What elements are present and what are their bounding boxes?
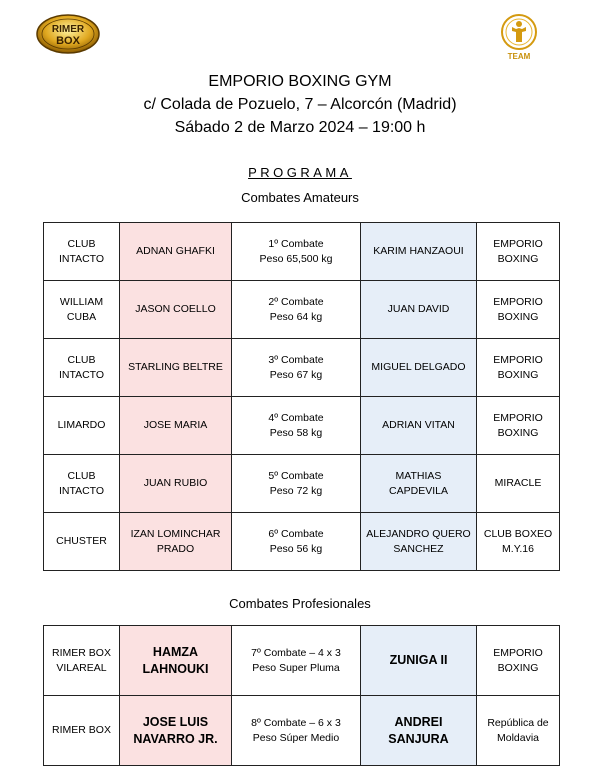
red-corner-club-line: INTACTO [58,368,105,381]
red-corner-club [44,223,120,281]
red-corner-fighter-line: NAVARRO JR. [133,731,218,746]
bout-info-line: 6º Combate [268,527,324,540]
fight-row [44,339,560,397]
red-corner-club [44,626,120,696]
red-corner-fighter [120,339,232,397]
blue-corner-club [477,339,560,397]
fight-row [44,696,560,766]
bout-info-line: 4º Combate [268,411,324,424]
bout-info-line: Peso 65,500 kg [259,252,333,265]
blue-corner-fighter [361,281,477,339]
professional-fights-table [43,625,560,766]
blue-corner-fighter [361,626,477,696]
red-corner-club [44,397,120,455]
blue-corner-fighter-line: JUAN DAVID [387,303,450,315]
red-corner-club-line: LIMARDO [57,419,106,431]
fight-row [44,397,560,455]
blue-corner-fighter-line: ZUNIGA II [389,653,448,667]
blue-corner-fighter [361,339,477,397]
team-logo [497,12,541,62]
bout-info-line: Peso 58 kg [269,426,323,439]
red-corner-club-line: INTACTO [58,252,105,265]
red-corner-fighter-line: STARLING BELTRE [128,361,223,373]
bout-info-line: 7º Combate – 4 x 3 [251,646,341,659]
red-corner-fighter [120,281,232,339]
red-corner-club [44,455,120,513]
blue-corner-club [477,397,560,455]
blue-corner-fighter-line: KARIM HANZAOUI [373,245,464,257]
blue-corner-club [477,223,560,281]
blue-corner-club [477,513,560,571]
fight-row [44,455,560,513]
bout-info [232,513,361,571]
amateurs-title: Combates Amateurs [241,190,359,205]
logo-right-text: TEAM [507,52,531,61]
bout-info-line: Peso 67 kg [269,368,323,381]
red-corner-club-line: WILLIAM [59,295,104,308]
blue-corner-fighter [361,397,477,455]
red-corner-club-line: CHUSTER [56,535,107,547]
bout-info [232,626,361,696]
blue-corner-fighter [361,455,477,513]
blue-corner-fighter-line: SANCHEZ [393,542,444,555]
event-date: Sábado 2 de Marzo 2024 – 19:00 h [174,119,426,136]
red-corner-club-line: RIMER BOX [52,646,111,659]
blue-corner-fighter [361,696,477,766]
bout-info-line: Peso Súper Medio [252,731,340,744]
bout-info [232,397,361,455]
red-corner-fighter [120,513,232,571]
red-corner-club-line: INTACTO [58,484,105,497]
bout-info-line: Peso 72 kg [269,484,323,497]
red-corner-club-line: CLUB [67,469,96,482]
red-corner-fighter-line: PRADO [156,542,195,555]
bout-info [232,339,361,397]
blue-corner-club-line: EMPORIO [493,646,543,659]
blue-corner-club-line: BOXING [497,426,539,439]
red-corner-fighter-line: JOSE MARIA [143,419,208,431]
blue-corner-club [477,696,560,766]
blue-corner-club-line: República de [487,716,549,729]
blue-corner-fighter-line: MIGUEL DELGADO [371,361,466,373]
red-corner-fighter [120,696,232,766]
blue-corner-fighter-line: ALEJANDRO QUERO [366,527,471,540]
red-corner-club-line: CLUB [67,237,96,250]
blue-corner-fighter-line: MATHIAS [395,469,442,482]
bout-info [232,696,361,766]
amateur-fights-table [43,222,560,571]
bout-info-line: Peso 56 kg [269,542,323,555]
blue-corner-fighter-line: SANJURA [388,731,449,746]
bout-info-line: 1º Combate [268,237,324,250]
red-corner-club [44,513,120,571]
red-corner-club-line: RIMER BOX [52,724,111,736]
blue-corner-club-line: BOXING [497,252,539,265]
bout-info-line: Peso 64 kg [269,310,323,323]
bout-info-line: 2º Combate [268,295,324,308]
blue-corner-club [477,281,560,339]
blue-corner-club-line: EMPORIO [493,237,543,250]
red-corner-club [44,696,120,766]
blue-corner-fighter-line: ANDREI [394,714,443,729]
blue-corner-club [477,455,560,513]
red-corner-club-line: VILAREAL [56,661,107,674]
professional-fights-body [44,626,560,766]
fight-row [44,626,560,696]
bout-info-line: 8º Combate – 6 x 3 [251,716,341,729]
blue-corner-club-line: M.Y.16 [502,542,534,555]
bout-info-line: 5º Combate [268,469,324,482]
gym-name: EMPORIO BOXING GYM [208,73,392,90]
red-corner-fighter-line: JOSE LUIS [142,714,209,729]
bout-info [232,223,361,281]
red-corner-club [44,281,120,339]
fight-row [44,223,560,281]
blue-corner-club-line: Moldavia [496,731,540,744]
rimer-box-logo [36,14,100,54]
blue-corner-fighter [361,513,477,571]
red-corner-fighter [120,397,232,455]
logo-left-top: RIMER [51,24,85,35]
bout-info [232,281,361,339]
blue-corner-club-line: BOXING [497,310,539,323]
blue-corner-fighter-line: CAPDEVILA [389,484,448,497]
red-corner-fighter-line: IZAN LOMINCHAR [130,527,221,540]
red-corner-fighter [120,223,232,281]
blue-corner-club-line: CLUB BOXEO [483,527,553,540]
profesionales-title: Combates Profesionales [229,596,371,611]
blue-corner-club-line: MIRACLE [494,477,542,489]
red-corner-fighter-line: LAHNOUKI [142,661,209,676]
red-corner-club [44,339,120,397]
event-header [0,70,600,139]
red-corner-fighter-line: JUAN RUBIO [143,477,208,489]
programa-title: PROGRAMA [248,165,352,180]
fight-row [44,281,560,339]
bout-info [232,455,361,513]
blue-corner-club [477,626,560,696]
red-corner-club-line: CLUB [67,353,96,366]
logo-left-bottom: BOX [56,35,80,47]
blue-corner-club-line: EMPORIO [493,353,543,366]
red-corner-club-line: CUBA [66,310,97,323]
red-corner-fighter [120,626,232,696]
red-corner-fighter [120,455,232,513]
blue-corner-club-line: BOXING [497,661,539,674]
red-corner-fighter-line: HAMZA [152,644,199,659]
address: c/ Colada de Pozuelo, 7 – Alcorcón (Madrid) [143,96,457,113]
blue-corner-fighter-line: ADRIAN VITAN [382,419,455,431]
fight-row [44,513,560,571]
bout-info-line: Peso Super Pluma [252,661,340,674]
red-corner-fighter-line: ADNAN GHAFKI [136,245,215,257]
bout-info-line: 3º Combate [268,353,324,366]
red-corner-fighter-line: JASON COELLO [135,303,216,315]
amateur-fights-body [44,223,560,571]
blue-corner-club-line: BOXING [497,368,539,381]
blue-corner-club-line: EMPORIO [493,411,543,424]
blue-corner-fighter [361,223,477,281]
blue-corner-club-line: EMPORIO [493,295,543,308]
